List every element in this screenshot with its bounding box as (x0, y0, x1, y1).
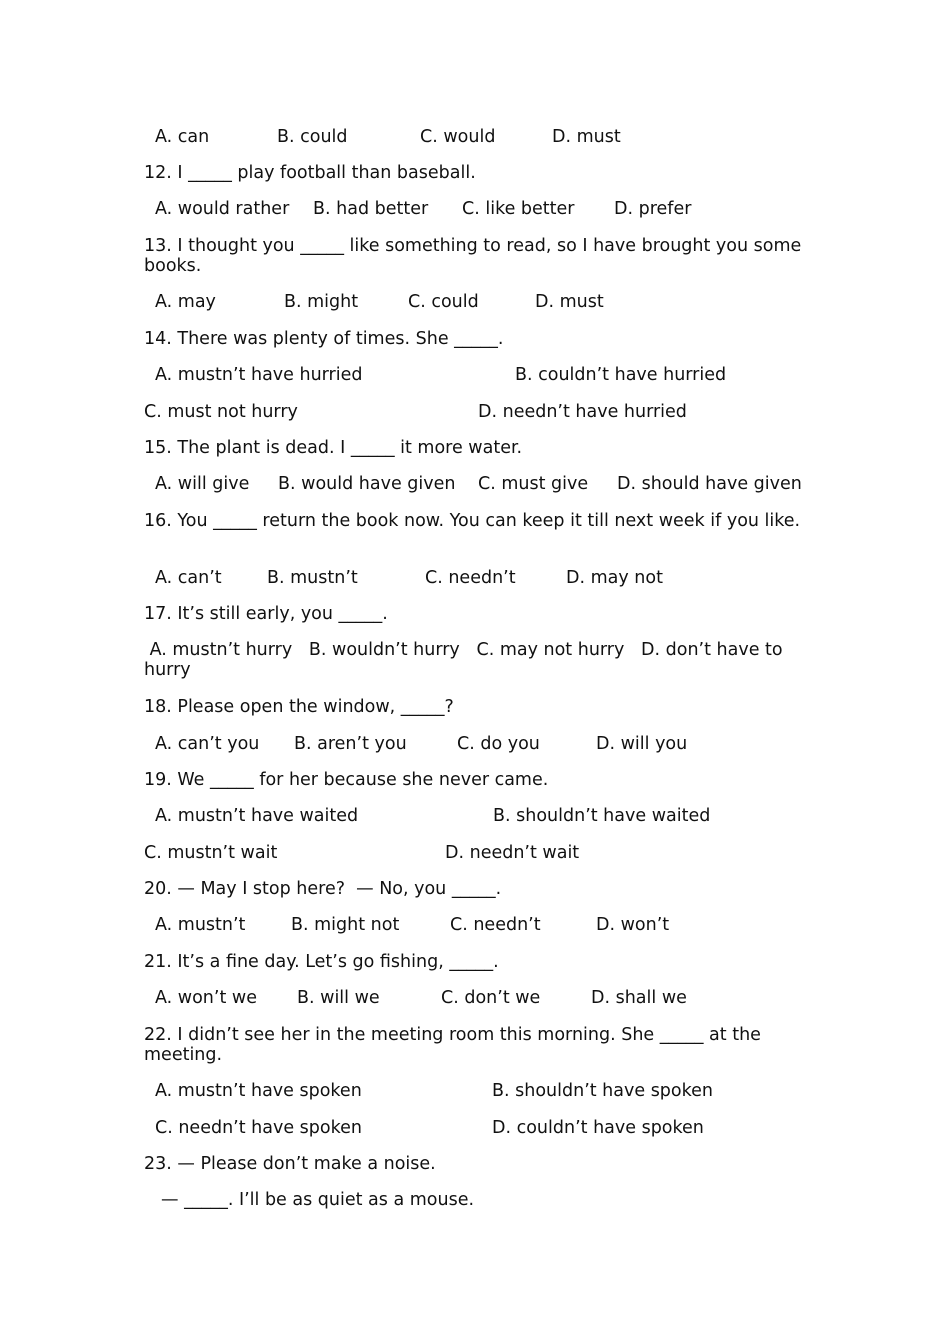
q21-option-d: D. shall we (591, 988, 687, 1008)
q22-option-c: C. needn’t have spoken (155, 1118, 362, 1138)
q13-option-d: D. must (535, 292, 604, 312)
q11-option-b: B. could (277, 127, 348, 147)
q17-options: A. mustn’t hurry B. wouldn’t hurry C. may not hurry D. don’t have to hurry (144, 640, 789, 680)
q19-option-d: D. needn’t wait (445, 843, 580, 863)
q15-option-b: B. would have given (278, 474, 456, 494)
q18-option-a: A. can’t you (155, 734, 260, 754)
q19-option-a: A. mustn’t have waited (155, 806, 359, 826)
q14-question: 14. There was plenty of times. She _____. (144, 329, 504, 349)
q13-question: 13. I thought you _____ like something to read, so I have brought you some books. (144, 236, 802, 276)
q22-option-b: B. shouldn’t have spoken (492, 1081, 713, 1101)
q16-option-d: D. may not (566, 568, 663, 588)
q20-option-a: A. mustn’t (155, 915, 246, 935)
q23-question: 23. — Please don’t make a noise. (144, 1154, 436, 1174)
q11-option-a: A. can (155, 127, 210, 147)
q12-option-c: C. like better (462, 199, 575, 219)
q23-reply: — _____. I’ll be as quiet as a mouse. (161, 1190, 475, 1210)
q15-question: 15. The plant is dead. I _____ it more water. (144, 438, 523, 458)
q13-option-b: B. might (284, 292, 359, 312)
q18-question: 18. Please open the window, _____? (144, 697, 454, 717)
q14-option-a: A. mustn’t have hurried (155, 365, 363, 385)
q20-option-c: C. needn’t (450, 915, 541, 935)
q16-question: 16. You _____ return the book now. You can keep it till next week if you like. (144, 511, 801, 531)
q19-question: 19. We _____ for her because she never came. (144, 770, 549, 790)
q11-option-c: C. would (420, 127, 496, 147)
q13-option-c: C. could (408, 292, 479, 312)
q11-option-d: D. must (552, 127, 621, 147)
q17-question: 17. It’s still early, you _____. (144, 604, 388, 624)
q12-option-a: A. would rather (155, 199, 290, 219)
q21-option-c: C. don’t we (441, 988, 541, 1008)
q12-question: 12. I _____ play football than baseball. (144, 163, 476, 183)
q21-option-b: B. will we (297, 988, 380, 1008)
q18-option-c: C. do you (457, 734, 540, 754)
q14-option-b: B. couldn’t have hurried (515, 365, 727, 385)
q16-option-a: A. can’t (155, 568, 222, 588)
q21-question: 21. It’s a fine day. Let’s go fishing, _____. (144, 952, 499, 972)
q12-option-b: B. had better (313, 199, 429, 219)
q14-option-c: C. must not hurry (144, 402, 298, 422)
q15-option-d: D. should have given (617, 474, 802, 494)
q16-option-c: C. needn’t (425, 568, 516, 588)
q18-option-d: D. will you (596, 734, 688, 754)
q15-option-c: C. must give (478, 474, 589, 494)
q15-option-a: A. will give (155, 474, 250, 494)
q22-option-d: D. couldn’t have spoken (492, 1118, 704, 1138)
q14-option-d: D. needn’t have hurried (478, 402, 687, 422)
q19-option-c: C. mustn’t wait (144, 843, 278, 863)
q22-option-a: A. mustn’t have spoken (155, 1081, 362, 1101)
q12-option-d: D. prefer (614, 199, 692, 219)
q21-option-a: A. won’t we (155, 988, 257, 1008)
q13-option-a: A. may (155, 292, 216, 312)
q20-option-d: D. won’t (596, 915, 670, 935)
q22-question: 22. I didn’t see her in the meeting room this morning. She _____ at the meeting. (144, 1025, 761, 1065)
q19-option-b: B. shouldn’t have waited (493, 806, 711, 826)
q20-question: 20. — May I stop here? — No, you _____. (144, 879, 502, 899)
q16-option-b: B. mustn’t (267, 568, 358, 588)
q18-option-b: B. aren’t you (294, 734, 407, 754)
q20-option-b: B. might not (291, 915, 400, 935)
